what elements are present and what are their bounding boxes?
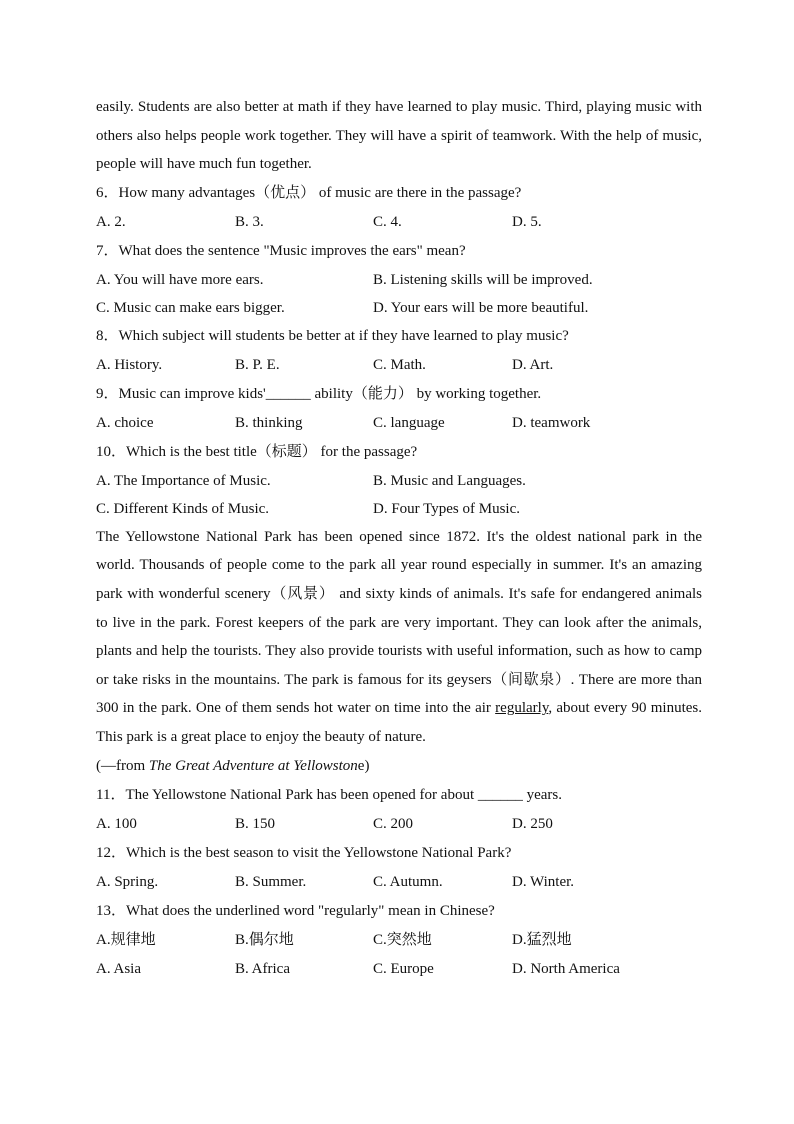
- question-11-options: [96, 810, 702, 839]
- option-b[interactable]: B. thinking: [235, 414, 303, 431]
- question-7-options-row-1: [96, 266, 702, 295]
- option-a[interactable]: A.规律地: [96, 931, 156, 948]
- option-d[interactable]: D. North America: [512, 960, 620, 977]
- option-a[interactable]: A. You will have more ears.: [96, 271, 264, 288]
- option-d[interactable]: D. Four Types of Music.: [373, 500, 521, 517]
- option-a[interactable]: A. 100: [96, 815, 137, 832]
- question-9-options: [96, 409, 702, 438]
- question-13-options: [96, 926, 702, 955]
- question-7: 7．What does the sentence "Music improves the ears" mean?: [96, 242, 466, 259]
- question-10-options-row-2: [96, 496, 702, 523]
- option-b[interactable]: B. Africa: [235, 960, 290, 977]
- option-d[interactable]: D. teamwork: [512, 414, 591, 431]
- question-6: 6．How many advantages（优点） of music are there in the passage?: [96, 184, 522, 201]
- option-a[interactable]: A. 2.: [96, 213, 126, 230]
- question-8-options: [96, 351, 702, 380]
- question-11: 11．The Yellowstone National Park has been opened for about ______ years.: [96, 786, 563, 803]
- option-c[interactable]: C. Math.: [373, 356, 426, 373]
- option-a[interactable]: A. Spring.: [96, 873, 159, 890]
- source-suffix: e): [357, 757, 370, 774]
- source-title: The Great Adventure at Yellowston: [148, 757, 358, 774]
- option-c[interactable]: C. Music can make ears bigger.: [96, 299, 285, 316]
- extra-options-row: [96, 955, 702, 984]
- option-d[interactable]: D. 250: [512, 815, 553, 832]
- option-c[interactable]: C. 200: [373, 815, 414, 832]
- option-a[interactable]: A. choice: [96, 414, 154, 431]
- option-b[interactable]: B. Listening skills will be improved.: [373, 271, 593, 288]
- option-c[interactable]: C. Different Kinds of Music.: [96, 500, 270, 517]
- question-13: 13．What does the underlined word "regularly" mean in Chinese?: [96, 902, 495, 919]
- option-c[interactable]: C.突然地: [373, 931, 432, 948]
- question-10: 10．Which is the best title（标题） for the passage?: [96, 443, 418, 460]
- passage-2-text: The Yellowstone National Park has been opened since 1872. It's the oldest national park in the world. Thousands of people come to the park all year round especially in summer. It's an amazing park with wonderful scenery（风景） and sixty kinds of animals. It's safe for endangered animals to live in the park. Forest keepers of the park are very important. They can look after the animals, plants and help the tourists. They also provide tourists with useful information, such as how to camp or take risks in the mountains. The park is famous for its geysers（间歇泉）. There are more than 300 in the park. One of them sends hot water on time into the air: [96, 528, 702, 717]
- option-c[interactable]: C. language: [373, 414, 445, 431]
- option-a[interactable]: A. The Importance of Music.: [96, 472, 271, 489]
- question-12: 12．Which is the best season to visit the Yellowstone National Park?: [96, 844, 512, 861]
- question-7-options-row-2: [96, 295, 702, 322]
- option-c[interactable]: C. Autumn.: [373, 873, 443, 890]
- option-d[interactable]: D. Winter.: [512, 873, 575, 890]
- document-page: [96, 93, 702, 984]
- question-8: 8．Which subject will students be better at if they have learned to play music?: [96, 327, 569, 344]
- option-d[interactable]: D. 5.: [512, 213, 542, 230]
- question-10-options-row-1: [96, 467, 702, 496]
- source-prefix: (—from: [96, 757, 149, 774]
- question-6-options: [96, 208, 702, 237]
- option-d[interactable]: D. Art.: [512, 356, 554, 373]
- passage-1-continuation: easily. Students are also better at math if they have learned to play music. Third, playing music with others also helps people work together. They will have a spirit of teamwork. With the help of music, people will have much fun together.: [96, 99, 702, 173]
- option-a[interactable]: A. History.: [96, 356, 163, 373]
- option-b[interactable]: B.偶尔地: [235, 931, 294, 948]
- option-d[interactable]: D.猛烈地: [512, 931, 572, 948]
- question-12-options: [96, 868, 702, 897]
- option-c[interactable]: C. Europe: [373, 960, 434, 977]
- underlined-word: regularly: [495, 700, 549, 717]
- passage-2: [96, 523, 702, 752]
- question-9: 9．Music can improve kids'______ ability（能力） by working together.: [96, 385, 542, 402]
- passage-2-source: [96, 752, 702, 781]
- option-d[interactable]: D. Your ears will be more beautiful.: [373, 299, 589, 316]
- option-b[interactable]: B. Music and Languages.: [373, 472, 526, 489]
- option-b[interactable]: B. P. E.: [235, 356, 280, 373]
- option-b[interactable]: B. Summer.: [235, 873, 307, 890]
- option-c[interactable]: C. 4.: [373, 213, 402, 230]
- passage-2-text-end: , about every 90 minutes. This park is a great place to enjoy the beauty of nature.: [96, 700, 703, 745]
- option-b[interactable]: B. 150: [235, 815, 276, 832]
- option-b[interactable]: B. 3.: [235, 213, 264, 230]
- option-a[interactable]: A. Asia: [96, 960, 141, 977]
